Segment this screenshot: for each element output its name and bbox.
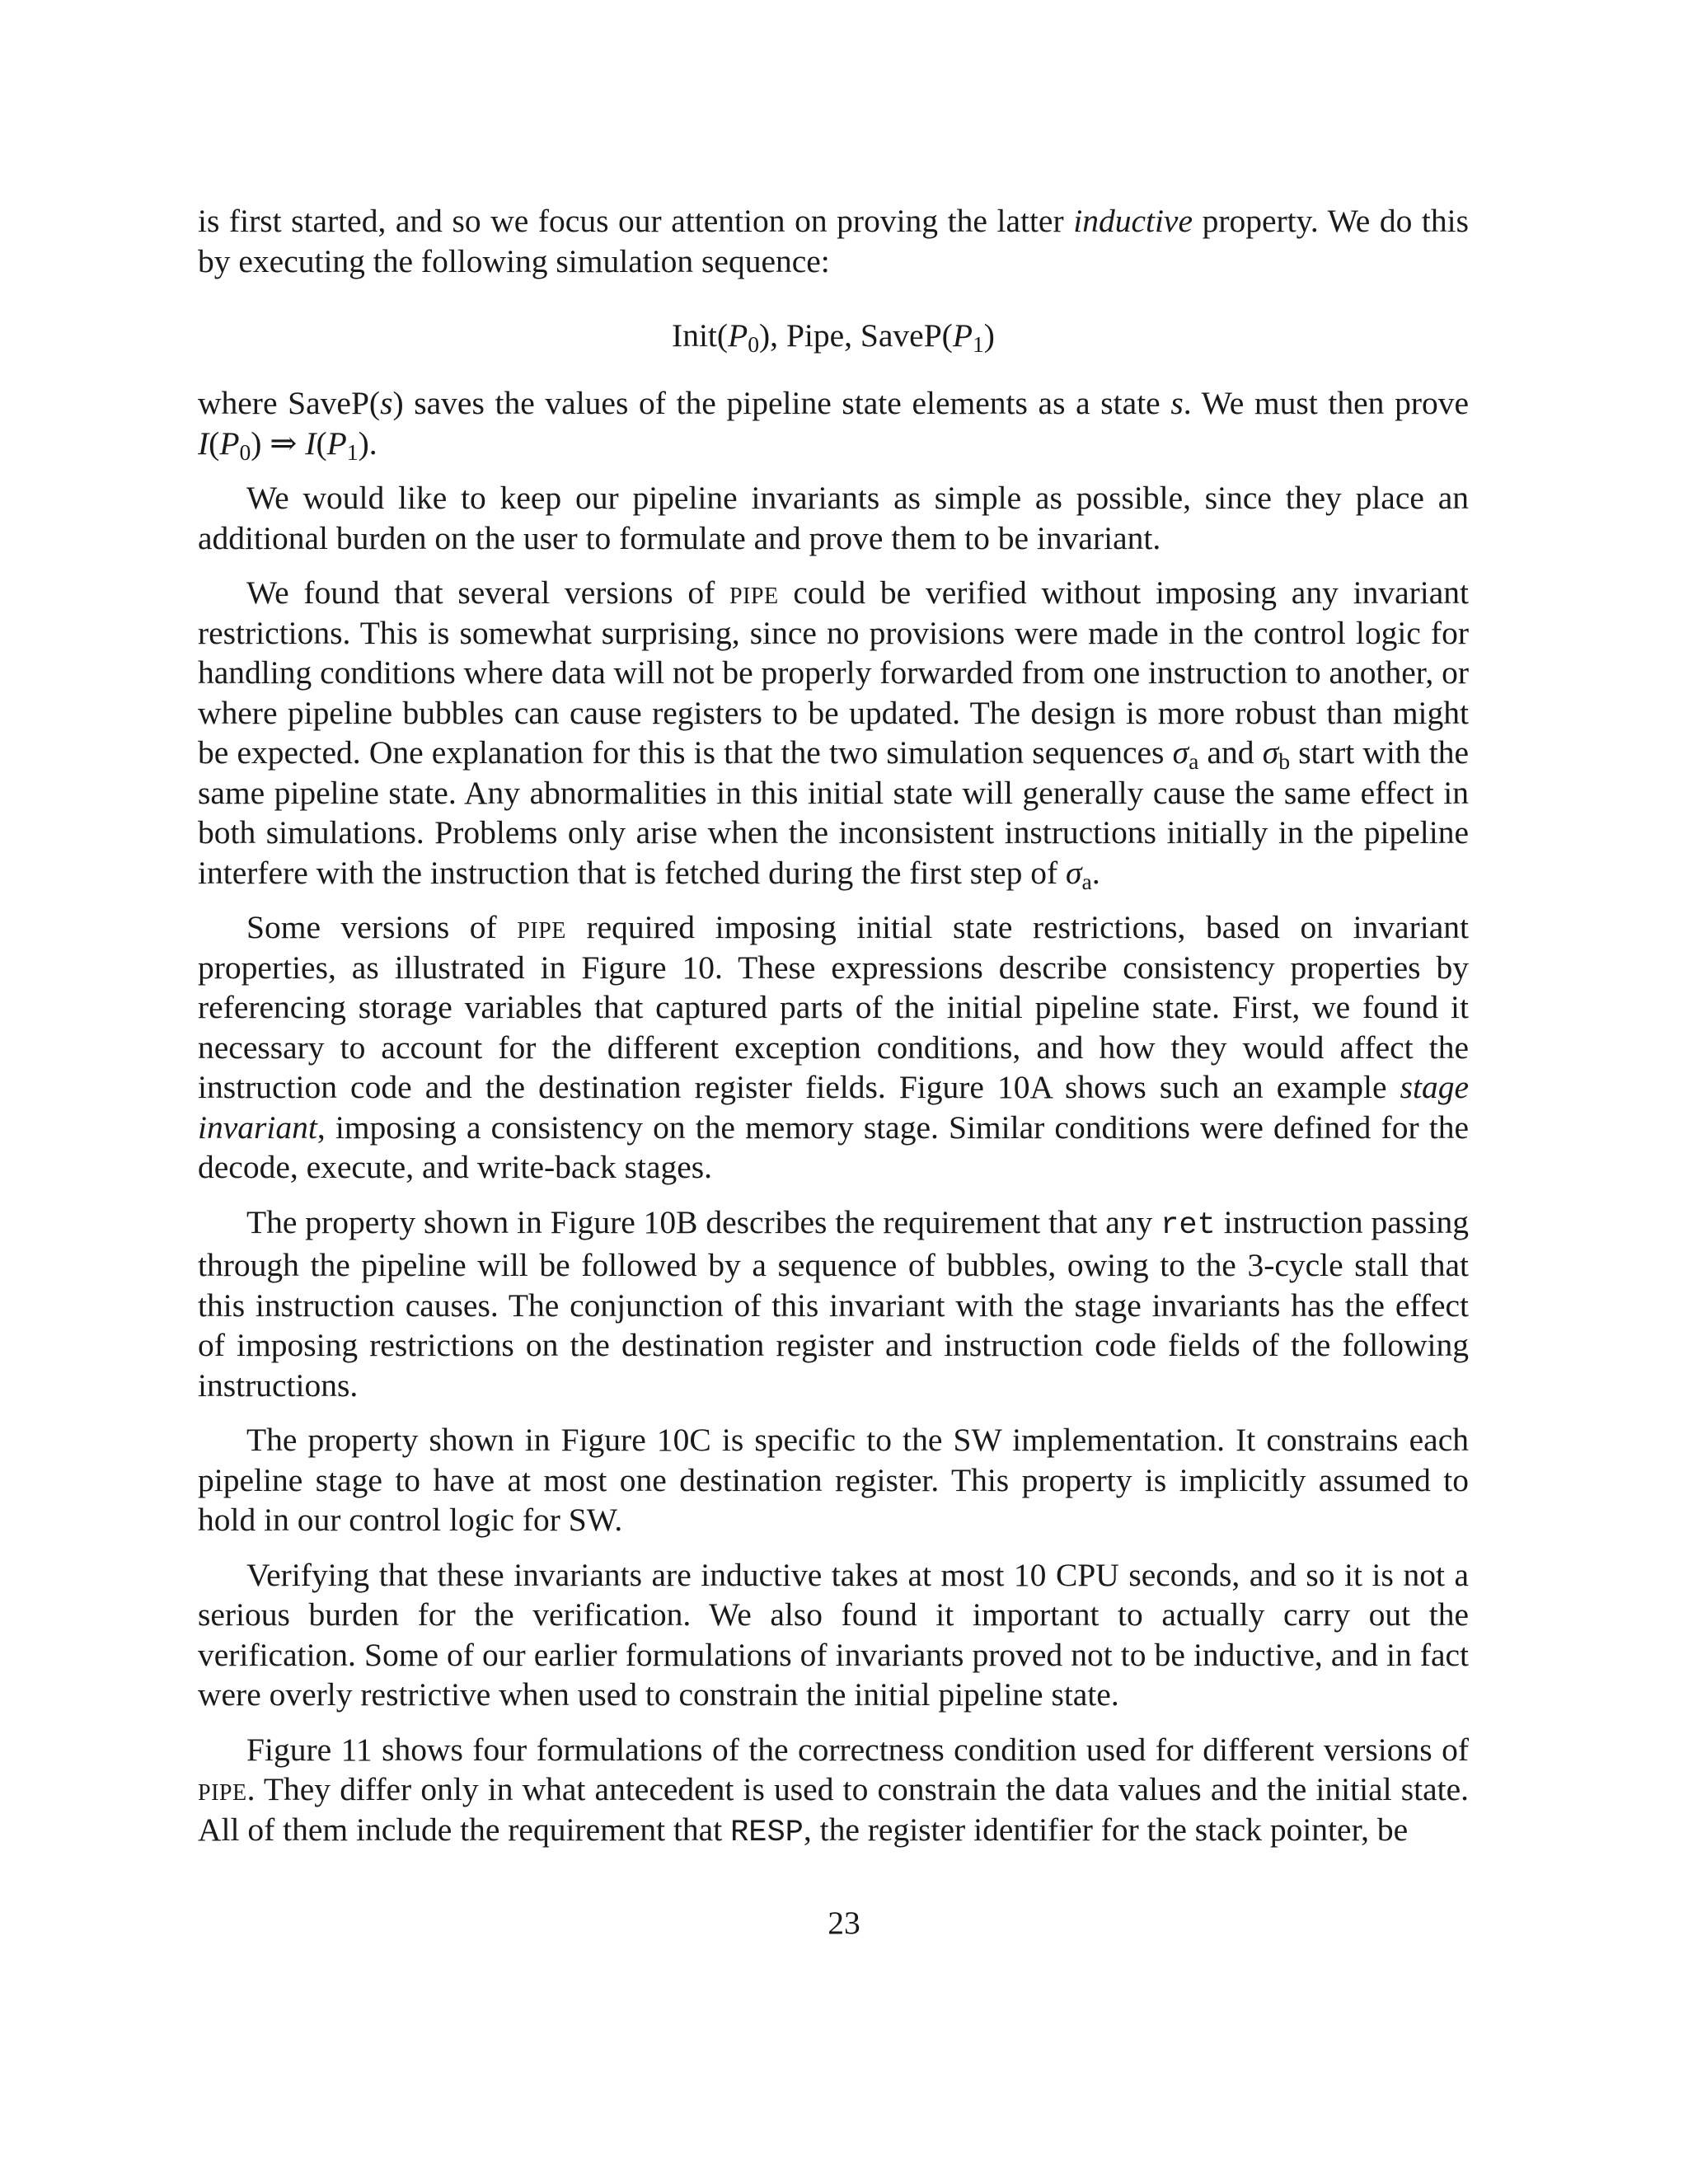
- math-sub: 1: [346, 438, 359, 465]
- paragraph-0: [198, 201, 1469, 281]
- text: ) saves the values of the pipeline state elements as a state: [392, 385, 1171, 421]
- text: and: [1198, 734, 1263, 771]
- text: (: [209, 424, 220, 462]
- eq-var: P: [728, 317, 748, 354]
- emphasis: stage invariant: [198, 1069, 1469, 1146]
- paragraph-7: Verifying that these invariants are inductive takes at most 10 CPU seconds, and so it is not a serious burden for the verification. We also found it important to actually carry out the verification. Some of our earlier formulations of invariants proved not to be inductive, and in fact were overly restrictive when used to constrain the initial pipeline state.: [198, 1556, 1469, 1713]
- smallcaps-pipe: pipe: [198, 1771, 247, 1807]
- math-var: I: [305, 424, 316, 462]
- eq-sub: 0: [748, 330, 760, 357]
- eq-text: Pipe,: [778, 317, 860, 354]
- code-ret: ret: [1160, 1207, 1216, 1243]
- text: The property shown in Figure 10B describes the requirement that any: [246, 1203, 1161, 1240]
- page-number: 23: [828, 1905, 860, 1941]
- text: property. We do this by executing the following simulation sequence:: [198, 203, 1469, 279]
- eq-var: P: [952, 317, 973, 354]
- eq-sub: 1: [972, 330, 984, 357]
- paragraph-8: [198, 1730, 1469, 1854]
- page-body: [198, 201, 1469, 1853]
- smallcaps-pipe: pipe: [729, 574, 779, 611]
- text: instruction passing through the pipeline will be followed by a sequence of bubbles, owing to the 3-cycle stall that this instruction causes. The conjunction of this invariant with the stage invariants has the effect of imposing restrictions on the destination register and instruction code fields of the following instructions.: [198, 1203, 1469, 1404]
- eq-text: ),: [759, 317, 779, 354]
- text: is first started, and so we focus our attention on proving the latter: [198, 203, 1074, 239]
- text: where SaveP(: [198, 385, 381, 421]
- text: ) ⇒: [251, 424, 306, 462]
- paragraph-2: We would like to keep our pipeline invariants as simple as possible, since they place an additional burden on the user to formulate and prove them to be invariant.: [198, 480, 1469, 556]
- text: ).: [358, 424, 377, 462]
- math-sub: a: [1189, 748, 1199, 774]
- text: (: [316, 424, 327, 462]
- smallcaps-pipe: pipe: [517, 909, 566, 945]
- text: We found that several versions of: [246, 574, 730, 611]
- text: , the register identifier for the stack pointer, be: [803, 1811, 1409, 1848]
- text: required imposing initial state restrictions, based on invariant properties, as illustrated in Figure 10. These expressions describe consistency properties by referencing storage variables that captured parts of the initial pipeline state. First, we found it necessary to account for the different exception conditions, and how they would affect the instruction code and the destination register fields. Figure 10A shows such an example: [198, 909, 1469, 1105]
- text: .: [1091, 854, 1100, 891]
- code-resp: RESP: [730, 1815, 804, 1850]
- paragraph-1: [198, 383, 1469, 463]
- math-var: s: [1170, 385, 1184, 421]
- math-var: P: [219, 424, 240, 462]
- text: . We must then prove: [1183, 385, 1470, 421]
- math-var: P: [326, 424, 347, 462]
- text: Some versions of: [246, 909, 518, 945]
- eq-text: Init(: [672, 317, 729, 354]
- math-var: σ: [1172, 734, 1189, 771]
- paragraph-4: [198, 907, 1469, 1188]
- paragraph-3: [198, 573, 1469, 893]
- math-var: s: [380, 385, 393, 421]
- text: , imposing a consistency on the memory stage. Similar conditions were defined for the decode, execute, and write-back stages.: [198, 1108, 1469, 1185]
- paragraph-6: The property shown in Figure 10C is specific to the SW implementation. It constrains each pipeline stage to have at most one destination register. This property is implicitly assumed to hold in our control logic for SW.: [198, 1422, 1469, 1538]
- display-equation: [198, 316, 1469, 355]
- eq-text: ): [983, 317, 995, 354]
- math-var: σ: [1262, 734, 1279, 771]
- eq-text: SaveP(: [860, 317, 953, 354]
- math-sub: b: [1278, 748, 1291, 774]
- math-var: σ: [1066, 854, 1082, 891]
- text: start with the same pipeline state. Any abnormalities in this initial state will generally cause the same effect in both simulations. Problems only arise when the inconsistent instructions initially in the pipeline interfere with the instruction that is fetched during the first step of: [198, 734, 1469, 891]
- text: . They differ only in what antecedent is used to constrain the data values and the initial state. All of them include the requirement that: [198, 1771, 1469, 1848]
- math-sub: 0: [239, 438, 251, 465]
- text: could be verified without imposing any invariant restrictions. This is somewhat surprising, since no provisions were made in the control logic for handling conditions where data will not be properly forwarded from one instruction to another, or where pipeline bubbles can cause registers to be updated. The design is more robust than might be expected. One explanation for this is that the two simulation sequences: [198, 574, 1469, 771]
- math-var: I: [198, 424, 209, 462]
- emphasis: inductive: [1073, 203, 1193, 239]
- math-sub: a: [1081, 868, 1092, 894]
- text: Figure 11 shows four formulations of the correctness condition used for different versions of: [246, 1731, 1469, 1768]
- paragraph-5: [198, 1202, 1469, 1406]
